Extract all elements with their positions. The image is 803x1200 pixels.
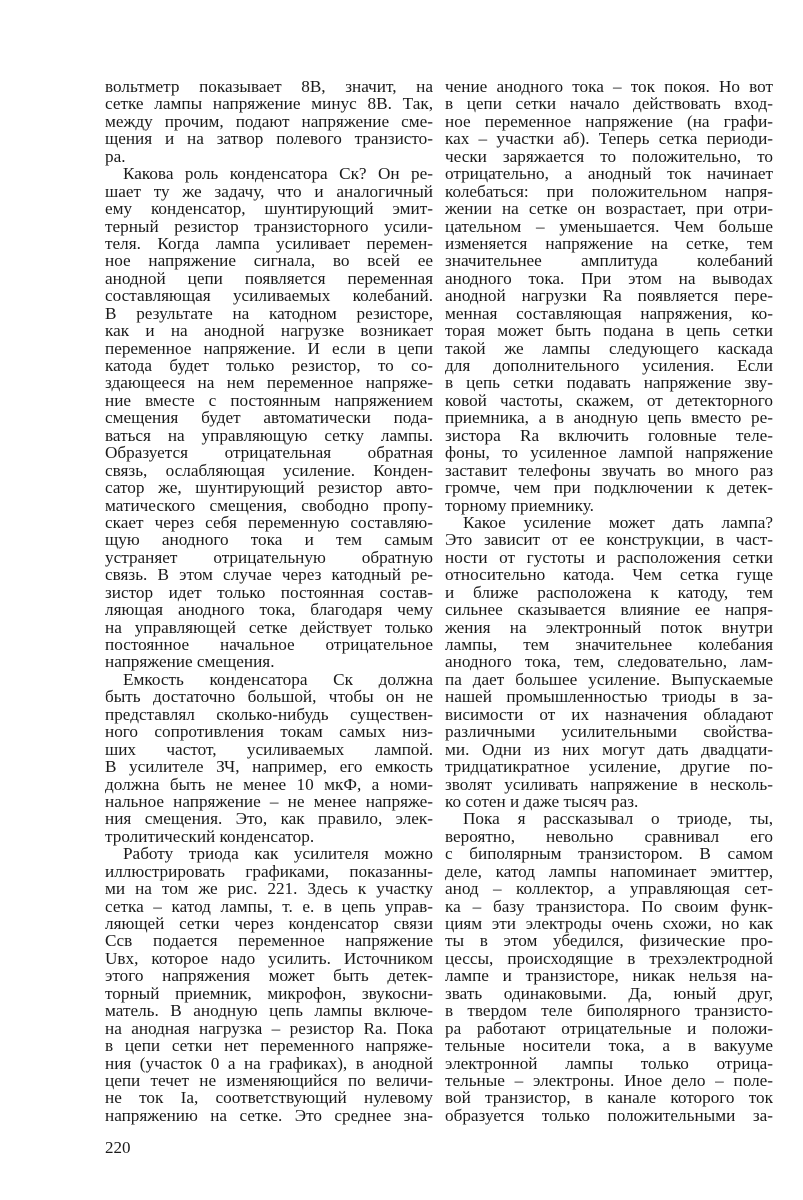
text-line: сетка – катод лампы, т. е. в цепь управ- [105,896,433,916]
text-line: чение анодного тока – ток покоя. Но вот [445,77,773,96]
text-line: Это зависит от ее конструкции, в част- [445,530,773,550]
text-line: анодного тока, тем, следовательно, лам- [445,652,773,672]
text-line: заставит телефоны звучать во много раз [445,460,773,480]
text-line: здающееся на нем переменное напряже- [105,373,433,393]
text-line: цессы, происходящие в трехэлектродной [445,948,773,968]
text-line: Cсв подается переменное напряжение [105,931,433,951]
text-line: Какова роль конденсатора Cк? Он ре- [123,164,433,184]
page-number: 220 [105,1138,131,1157]
text-line: висимости от их назначения обладают [445,704,773,724]
text-line: анод – коллектор, а управляющая сет- [445,879,773,899]
text-line: ми на том же рис. 221. Здесь к участку [105,879,433,899]
text-line: анодной нагрузки Rа появляется пере- [445,286,773,306]
text-line: связь. В этом случае через катодный ре- [105,565,433,585]
text-line: ках – участки аб). Теперь сетка периоди- [445,129,773,149]
text-column-right [445,78,773,1124]
text-line: с биполярным транзистором. В самом [445,844,773,864]
text-line: сильнее сказывается влияние ее напря- [445,600,773,620]
text-line: Какое усиление может дать лампа? [463,512,773,532]
text-line: лампе и транзисторе, никак нельзя на- [445,966,773,986]
text-line: теля. Когда лампа усиливает перемен- [105,233,433,253]
text-line: такой же лампы следующего каскада [445,338,773,358]
text-line: изменяется напряжение на сетке, тем [445,233,773,253]
text-line: циям эти электроды очень схожи, но как [445,914,773,933]
text-line: в цепи сетки нет переменного напряже- [105,1036,433,1056]
text-line: звать одинаковыми. Да, юный друг, [445,983,773,1003]
text-line: ших частот, усиливаемых лампой. [105,739,433,759]
text-line: ему конденсатор, шунтирующий эмит- [105,199,433,219]
text-line: должна быть не менее 10 мкФ, а номи- [105,774,433,794]
text-line: лампы, тем значительнее колебания [445,635,773,654]
text-line: устраняет отрицательную обратную [105,547,433,567]
text-line: Пока я рассказывал о триоде, ты, [463,809,773,829]
text-line: как и на анодной нагрузке возникает [105,321,433,341]
text-line: ное переменное напряжение (на графи- [445,111,773,131]
text-line: ности от густоты и расположения сетки [445,547,773,567]
text-line: образуется только положительными за- [445,1105,773,1125]
text-line: анодной цепи появляется переменная [105,268,433,288]
text-line: шает ту же задачу, что и аналогичный [105,181,433,201]
paragraph [105,671,433,845]
text-line: анодного тока. При этом на выводах [445,268,773,288]
text-line: щения и на затвор полевого транзисто- [105,129,433,149]
paragraph [105,78,433,165]
text-line: Uвх, которое надо усилить. Источником [105,948,433,968]
text-line: ра работают отрицательные и положи- [445,1018,773,1038]
text-line: электронной лампы только отрица- [445,1053,773,1073]
text-line: тельные – электроны. Иное дело – поле- [445,1070,773,1090]
text-line: торному приемнику. [445,495,594,515]
text-line: жении на сетке он возрастает, при отри- [445,199,773,219]
text-line: деле, катод лампы напоминает эмиттер, [445,861,773,881]
text-line: этого напряжения может быть детек- [105,966,433,986]
text-line: терный резистор транзисторного усили- [105,216,433,236]
text-line: Емкость конденсатора Cк должна [123,669,433,689]
text-line: ляющей сетки через конденсатор связи [105,914,433,933]
text-line: торая может быть подана в цепь сетки [445,321,773,341]
paragraph [105,165,433,671]
paragraph [445,514,773,810]
text-line: сатор же, шунтирующий резистор авто- [105,478,433,498]
text-line: ра. [105,146,126,166]
paragraph [445,78,773,514]
text-line: ния (участок 0 а на графиках), в анодной [105,1053,433,1073]
text-line: нальное напряжение – не менее напряже- [105,791,433,811]
text-line: на управляющей сетке действует только [105,617,433,637]
text-line: катода будет только резистор, то со- [105,356,433,375]
text-line: тельные носители тока, а в вакууме [445,1036,773,1056]
text-line: вероятно, невольно сравнивал его [445,826,773,846]
text-line: ка – базу транзистора. По своим функ- [445,896,773,916]
text-line: различными усилительными свойства- [445,722,773,742]
text-line: В результате на катодном резисторе, [105,303,433,323]
text-line: матель. В анодную цепь лампы включе- [105,1001,433,1021]
text-line: вольтметр показывает 8В, значит, на [105,77,433,96]
text-line: в цепи сетки начало действовать вход- [445,94,773,114]
text-line: В усилителе ЗЧ, например, его емкость [105,757,433,777]
text-line: нашей промышленностью триоды в за- [445,687,773,707]
text-line: фоны, то усиленное лампой напряжение [445,443,773,463]
text-line: ное напряжение сигнала, во всей ее [105,251,433,271]
text-line: приемника, а в анодную цепь вместо ре- [445,408,773,428]
text-line: не ток Iа, соответствующий нулевому [105,1088,433,1108]
text-line: и ближе расположена к катоду, тем [445,582,773,602]
text-line: щую анодного тока и тем самым [105,530,433,550]
text-line: для дополнительного усиления. Если [445,356,773,375]
text-line: зволят усиливать напряжение в несколь- [445,774,773,794]
text-line: зистора Rа включить головные теле- [445,425,773,445]
text-line: представлял сколько-нибудь существен- [105,704,433,724]
text-line: громче, чем при подключении к детек- [445,478,773,498]
text-line: постоянное начальное отрицательное [105,635,433,654]
text-line: менная составляющая напряжения, ко- [445,303,773,323]
text-line: относительно катода. Чем сетка гуще [445,565,773,585]
text-line: ты в этом убедился, физические про- [445,931,773,951]
text-line: напряжению на сетке. Это среднее зна- [105,1105,433,1125]
text-line: ко сотен и даже тысяч раз. [445,791,639,811]
text-line: в твердом теле биполярного транзисто- [445,1001,773,1021]
text-line: ваться на управляющую сетку лампы. [105,425,433,445]
text-line: в цепь сетки подавать напряжение зву- [445,373,773,393]
text-line: ляющая анодного тока, благодаря чему [105,600,433,620]
text-line: значительнее амплитуда колебаний [445,251,773,271]
text-line: вой транзистор, в канале которого ток [445,1088,773,1108]
text-line: переменное напряжение. И если в цепи [105,338,433,358]
text-line: тридцатикратное усиление, другие по- [445,757,773,777]
text-line: на анодная нагрузка – резистор Rа. Пока [105,1018,433,1038]
text-line: чески заряжается то положительно, то [445,146,773,166]
paragraph [105,845,433,1124]
paragraph [445,810,773,1124]
text-line: колебаться: при положительном напря- [445,181,773,201]
text-line: ми. Одни из них могут дать двадцати- [445,739,773,759]
text-line: жения на электронный поток внутри [445,617,773,637]
text-line: ние вместе с постоянным напряжением [105,390,433,410]
text-line: па дает большее усиление. Выпускаемые [445,669,773,689]
text-line: смещения будет автоматически пода- [105,408,433,428]
text-line: цепи течет не изменяющийся по величи- [105,1070,433,1090]
text-line: тролитический конденсатор. [105,826,315,846]
text-line: быть достаточно большой, чтобы он не [105,687,433,707]
text-line: ния смещения. Это, как правило, элек- [105,809,433,829]
text-line: Образуется отрицательная обратная [105,443,433,463]
text-line: отрицательно, а анодный ток начинает [445,164,773,184]
text-line: напряжение смещения. [105,652,275,672]
text-line: Работу триода как усилителя можно [123,844,433,864]
text-line: ного сопротивления токам самых низ- [105,722,433,742]
text-line: иллюстрировать графиками, показанны- [105,861,433,881]
text-line: зистор идет только постоянная состав- [105,582,433,602]
text-line: сетке лампы напряжение минус 8В. Так, [105,94,433,114]
text-line: скает через себя переменную составляю- [105,512,433,532]
text-line: матического смещения, свободно пропу- [105,495,433,515]
text-line: ковой частоты, скажем, от детекторного [445,390,773,410]
text-line: цательном – уменьшается. Чем больше [445,216,773,236]
text-line: связь, ослабляющая усиление. Конден- [105,460,433,480]
text-line: между прочим, подают напряжение сме- [105,111,433,131]
text-column-left [105,78,433,1124]
text-line: составляющая усиливаемых колебаний. [105,286,433,306]
text-line: торный приемник, микрофон, звукосни- [105,983,433,1003]
